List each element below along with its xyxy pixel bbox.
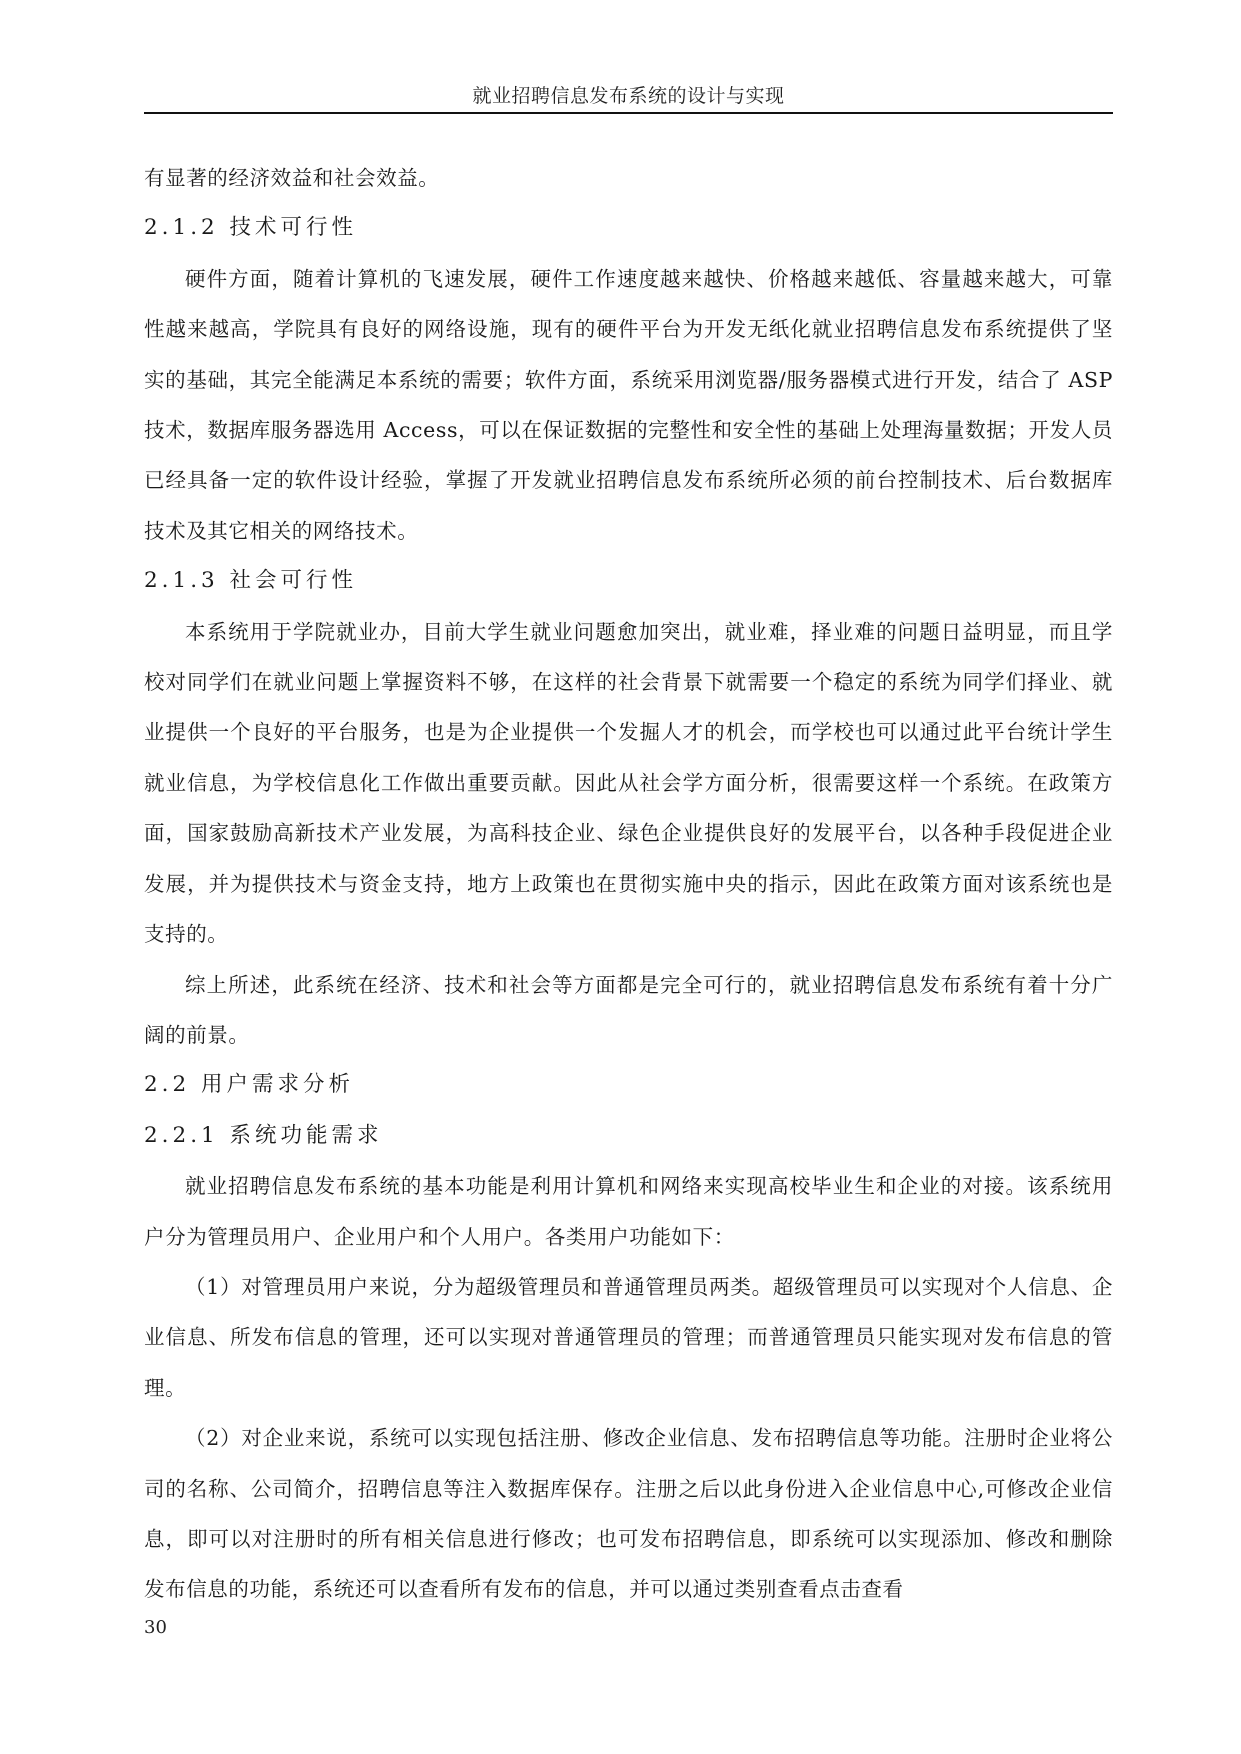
running-header: 就业招聘信息发布系统的设计与实现 <box>472 85 785 107</box>
header-rule <box>144 112 1113 114</box>
section-heading-2-2: 2.2 用户需求分析 <box>144 1072 355 1098</box>
paragraph-enterprise-users: （2）对企业来说，系统可以实现包括注册、修改企业信息、发布招聘信息等功能。注册时企业将公司的名称、公司简介，招聘信息等注入数据库保存。注册之后以此身份进入企业信息中心,可修改企业信息，即可以对注册时的所有相关信息进行修改；也可发布招聘信息，即系统可以实现添加、修改和删除发布信息的功能，系统还可以查看所有发布的信息，并可以通过类别查看点击查看 <box>144 1426 1113 1602</box>
paragraph-continuation: 有显著的经济效益和社会效益。 <box>144 166 440 190</box>
paragraph-summary: 综上所述，此系统在经济、技术和社会等方面都是完全可行的，就业招聘信息发布系统有着十分广阔的前景。 <box>144 972 1113 1047</box>
paragraph-admin-users: （1）对管理员用户来说，分为超级管理员和普通管理员两类。超级管理员可以实现对个人信息、企业信息、所发布信息的管理，还可以实现对普通管理员的管理；而普通管理员只能实现对发布信息的管理。 <box>144 1274 1113 1400</box>
section-heading-2-1-3: 2.1.3 社会可行性 <box>144 568 358 594</box>
paragraph-function-requirements: 就业招聘信息发布系统的基本功能是利用计算机和网络来实现高校毕业生和企业的对接。该系统用户分为管理员用户、企业用户和个人用户。各类用户功能如下： <box>144 1174 1113 1249</box>
section-heading-2-2-1: 2.2.1 系统功能需求 <box>144 1122 383 1148</box>
paragraph-social-feasibility: 本系统用于学院就业办，目前大学生就业问题愈加突出，就业难，择业难的问题日益明显，而且学校对同学们在就业问题上掌握资料不够，在这样的社会背景下就需要一个稳定的系统为同学们择业、就业提供一个良好的平台服务，也是为企业提供一个发掘人才的机会，而学校也可以通过此平台统计学生就业信息，为学校信息化工作做出重要贡献。因此从社会学方面分析，很需要这样一个系统。在政策方面，国家鼓励高新技术产业发展，为高科技企业、绿色企业提供良好的发展平台，以各种手段促进企业发展，并为提供技术与资金支持，地方上政策也在贯彻实施中央的指示，因此在政策方面对该系统也是支持的。 <box>144 619 1113 947</box>
page-number: 30 <box>144 1617 167 1638</box>
paragraph-technical-feasibility: 硬件方面，随着计算机的飞速发展，硬件工作速度越来越快、价格越来越低、容量越来越大，可靠性越来越高，学院具有良好的网络设施，现有的硬件平台为开发无纸化就业招聘信息发布系统提供了坚实的基础，其完全能满足本系统的需要；软件方面，系统采用浏览器/服务器模式进行开发，结合了 ASP 技术，数据库服务器选用 Access，可以在保证数据的完整性和安全性的基础上处理海量数据；开发人员已经具备一定的软件设计经验，掌握了开发就业招聘信息发布系统所必须的前台控制技术、后台数据库技术及其它相关的网络技术。 <box>144 266 1113 543</box>
section-heading-2-1-2: 2.1.2 技术可行性 <box>144 215 358 241</box>
page-body <box>144 153 1113 1615</box>
